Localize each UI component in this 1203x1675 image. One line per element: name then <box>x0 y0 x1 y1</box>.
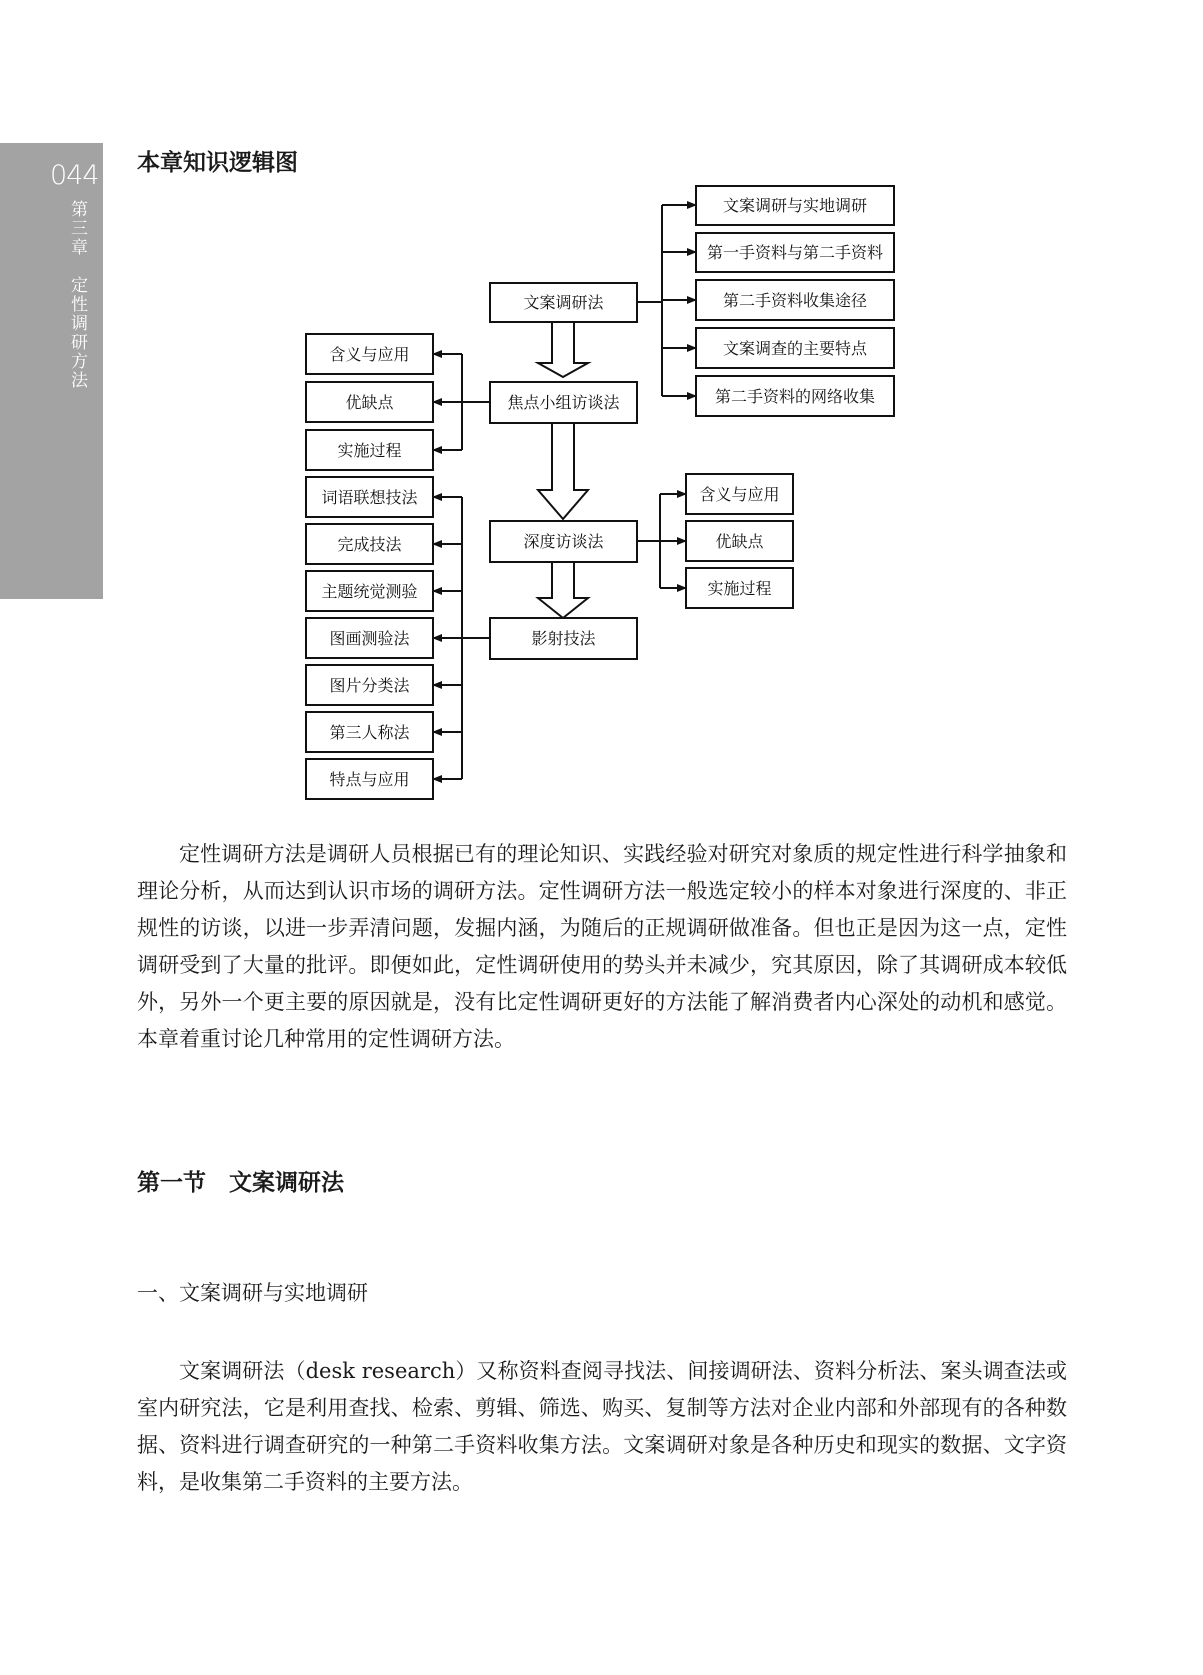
projective-child-label: 完成技法 <box>337 535 402 554</box>
projective-child-label: 图画测验法 <box>329 629 410 648</box>
center-node-label: 文案调研法 <box>523 293 604 312</box>
body-paragraph: 文案调研法（desk research）又称资料查阅寻找法、间接调研法、资料分析法、案头调查法或室内研究法，它是利用查找、检索、剪辑、筛选、购买、复制等方法对企业内部和外部现有的各种数据、资料进行调查研究的一种第二手资料收集方法。文案调研对象是各种历史和现实的数据、文字资料，是收集第二手资料的主要方法。 <box>137 1359 1067 1494</box>
center-node <box>490 382 637 423</box>
projective-child-label: 图片分类法 <box>329 676 410 695</box>
map-title: 本章知识逻辑图 <box>137 149 298 176</box>
page-number: 044 <box>50 160 99 191</box>
desk-child-label: 第二手资料收集途径 <box>722 291 868 310</box>
intro-paragraph: 定性调研方法是调研人员根据已有的理论知识、实践经验对研究对象质的规定性进行科学抽象和理论分析，从而达到认识市场的调研方法。定性调研方法一般选定较小的样本对象进行深度的、非正规性的访谈，以进一步弄清问题，发掘内涵，为随后的正规调研做准备。但也正是因为这一点，定性调研受到了大量的批评。即便如此，定性调研使用的势头并未减少，究其原因，除了其调研成本较低外，另外一个更主要的原因就是，没有比定性调研更好的方法能了解消费者内心深处的动机和感觉。本章着重讨论几种常用的定性调研方法。 <box>137 842 1067 1051</box>
desk-child-label: 文案调研与实地调研 <box>722 196 868 215</box>
depth-child-label: 优缺点 <box>715 532 764 551</box>
projective-child-label: 第三人称法 <box>329 723 410 742</box>
center-node-label: 焦点小组访谈法 <box>507 393 620 412</box>
depth-child-label: 含义与应用 <box>699 485 780 504</box>
desk-child-label: 文案调查的主要特点 <box>722 339 868 358</box>
depth-child-label: 实施过程 <box>707 579 772 598</box>
projective-child-label: 主题统觉测验 <box>321 582 418 601</box>
center-node-label: 影射技法 <box>531 629 596 648</box>
focus-child-label: 优缺点 <box>345 393 394 412</box>
center-node <box>490 618 637 659</box>
focus-child-label: 实施过程 <box>337 441 402 460</box>
focus-child-label: 含义与应用 <box>329 345 410 364</box>
center-node-label: 深度访谈法 <box>523 532 604 551</box>
projective-child-label: 词语联想技法 <box>321 488 418 507</box>
center-node <box>490 283 637 322</box>
chapter-label: 第三章 定性调研方法 <box>67 200 87 390</box>
desk-child-label: 第一手资料与第二手资料 <box>706 243 884 262</box>
knowledge-map <box>0 0 1203 820</box>
desk-child-label: 第二手资料的网络收集 <box>714 387 876 406</box>
center-node <box>490 521 637 562</box>
section-title: 第一节 文案调研法 <box>137 1169 344 1196</box>
projective-child-label: 特点与应用 <box>329 770 410 789</box>
subsection-title: 一、文案调研与实地调研 <box>137 1281 368 1305</box>
